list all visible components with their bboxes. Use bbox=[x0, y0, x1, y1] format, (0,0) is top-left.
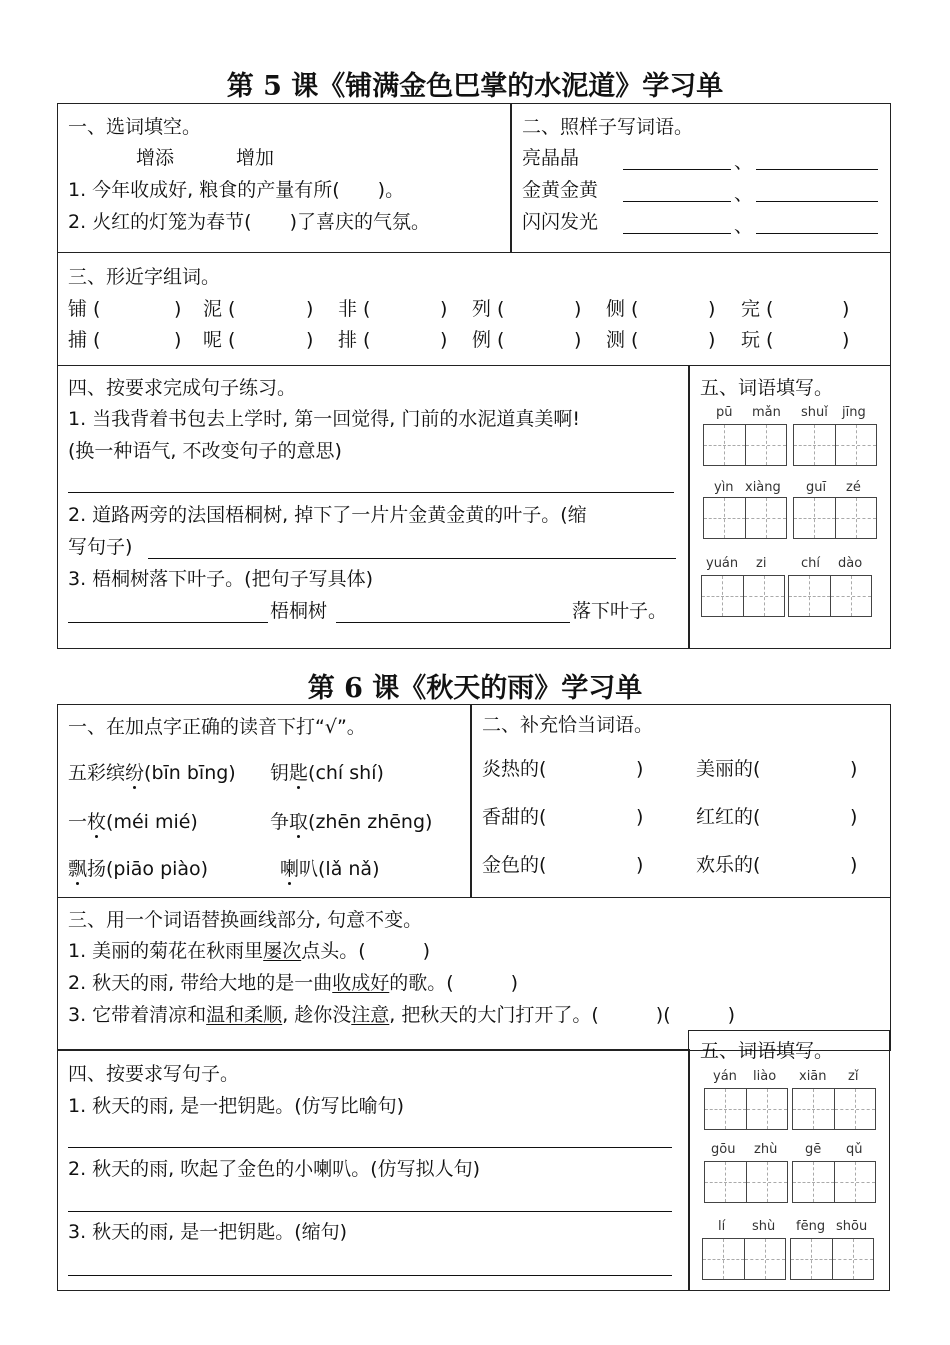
pinyin-label: shuǐ bbox=[801, 405, 828, 420]
lesson6-title: 第 6 课《秋天的雨》学习单 bbox=[307, 673, 643, 704]
pinyin-label: zé bbox=[846, 480, 861, 495]
tianzige-grid[interactable] bbox=[704, 1088, 788, 1130]
tianzige-grid[interactable] bbox=[788, 575, 872, 617]
word-item: 铺 ( bbox=[68, 298, 101, 320]
paren: ) bbox=[440, 329, 448, 351]
pinyin-label: mǎn bbox=[752, 405, 781, 420]
l5-s1-heading: 一、选词填空。 bbox=[68, 116, 202, 138]
l5-s4-q2b: 写句子) bbox=[68, 536, 133, 558]
pinyin-label: jīng bbox=[842, 405, 866, 420]
pinyin-label: zǐ bbox=[848, 1069, 859, 1084]
pinyin-label: xiàng bbox=[745, 480, 781, 495]
tianzige-grid[interactable] bbox=[793, 497, 877, 539]
pronunciation-item: 争取(zhēn zhēng) bbox=[270, 811, 433, 833]
word-item: 例 ( bbox=[472, 329, 505, 351]
l5-s1-word2: 增加 bbox=[236, 147, 275, 169]
answer-line[interactable] bbox=[68, 492, 674, 493]
l6-s3-q1: 1. 美丽的菊花在秋雨里屡次点头。( ) bbox=[68, 940, 431, 962]
paren: ) bbox=[636, 854, 644, 876]
answer-line[interactable] bbox=[68, 622, 268, 623]
pronunciation-item: 飘扬(piāo piào) bbox=[68, 858, 209, 880]
pinyin-label: shōu bbox=[836, 1219, 868, 1234]
l5-s2-heading: 二、照样子写词语。 bbox=[522, 116, 694, 138]
pinyin-label: pū bbox=[716, 405, 733, 420]
word-item: 呢 ( bbox=[203, 329, 236, 351]
separator: 、 bbox=[734, 151, 754, 173]
l6-s3-heading: 三、用一个词语替换画线部分, 句意不变。 bbox=[68, 909, 423, 931]
pinyin-label: qǔ bbox=[846, 1142, 863, 1157]
pronunciation-item: 一枚(méi mié) bbox=[68, 811, 198, 833]
paren: ) bbox=[636, 758, 644, 780]
l5-s4-q3-end: 落下叶子。 bbox=[572, 600, 668, 622]
lesson5-title: 第 5 课《铺满金色巴掌的水泥道》学习单 bbox=[226, 71, 724, 102]
l6-s5-heading: 五、词语填写。 bbox=[700, 1040, 834, 1062]
l5-s4-heading: 四、按要求完成句子练习。 bbox=[68, 377, 297, 399]
separator: 、 bbox=[734, 183, 754, 205]
word-item: 捕 ( bbox=[68, 329, 101, 351]
paren: ) bbox=[708, 298, 716, 320]
answer-line[interactable] bbox=[756, 169, 878, 170]
pronunciation-item: 钥匙(chí shí) bbox=[270, 762, 384, 784]
l6-s4-q3: 3. 秋天的雨, 是一把钥匙。(缩句) bbox=[68, 1221, 348, 1243]
answer-line[interactable] bbox=[68, 1275, 672, 1276]
paren: ) bbox=[174, 329, 182, 351]
pinyin-label: gē bbox=[805, 1142, 822, 1157]
answer-line[interactable] bbox=[68, 1147, 672, 1148]
l6-s4-q2: 2. 秋天的雨, 吹起了金色的小喇叭。(仿写拟人句) bbox=[68, 1158, 481, 1180]
pinyin-label: xiān bbox=[799, 1069, 827, 1084]
tianzige-grid[interactable] bbox=[703, 424, 787, 466]
answer-line[interactable] bbox=[623, 233, 731, 234]
word-item: 侧 ( bbox=[606, 298, 639, 320]
word-item: 测 ( bbox=[606, 329, 639, 351]
l5-s4-q1a: 1. 当我背着书包去上学时, 第一回觉得, 门前的水泥道真美啊! bbox=[68, 408, 580, 430]
fill-item: 香甜的( bbox=[482, 806, 547, 828]
word-item: 列 ( bbox=[472, 298, 505, 320]
pinyin-label: fēng bbox=[796, 1219, 826, 1234]
answer-line[interactable] bbox=[623, 169, 731, 170]
tianzige-grid[interactable] bbox=[790, 1238, 874, 1280]
pinyin-label: liào bbox=[753, 1069, 777, 1084]
fill-item: 金色的( bbox=[482, 854, 547, 876]
answer-line[interactable] bbox=[623, 201, 731, 202]
word-item: 非 ( bbox=[338, 298, 371, 320]
pinyin-label: chí bbox=[801, 556, 820, 571]
l5-s4-q3-mid: 梧桐树 bbox=[270, 600, 328, 622]
pinyin-label: yán bbox=[713, 1069, 737, 1084]
pinyin-label: dào bbox=[838, 556, 863, 571]
paren: ) bbox=[306, 329, 314, 351]
tianzige-grid[interactable] bbox=[704, 1161, 788, 1203]
l5-s2-example3: 闪闪发光 bbox=[522, 211, 599, 233]
l6-s1-heading: 一、在加点字正确的读音下打“√”。 bbox=[68, 716, 366, 738]
separator: 、 bbox=[734, 215, 754, 237]
l5-s2-example1: 亮晶晶 bbox=[522, 147, 580, 169]
paren: ) bbox=[574, 298, 582, 320]
l5-s4-q3: 3. 梧桐树落下叶子。(把句子写具体) bbox=[68, 568, 373, 590]
pinyin-label: yuán bbox=[706, 556, 739, 571]
paren: ) bbox=[174, 298, 182, 320]
paren: ) bbox=[850, 854, 858, 876]
word-item: 玩 ( bbox=[741, 329, 774, 351]
word-item: 泥 ( bbox=[203, 298, 236, 320]
fill-item: 欢乐的( bbox=[696, 854, 761, 876]
fill-item: 美丽的( bbox=[696, 758, 761, 780]
l5-s1-word1: 增添 bbox=[136, 147, 175, 169]
answer-line[interactable] bbox=[336, 622, 570, 623]
answer-line[interactable] bbox=[756, 233, 878, 234]
paren: ) bbox=[842, 329, 850, 351]
fill-item: 红红的( bbox=[696, 806, 761, 828]
pinyin-label: guī bbox=[806, 480, 827, 495]
l6-s2-heading: 二、补充恰当词语。 bbox=[482, 714, 654, 736]
l6-s3-q3: 3. 它带着清凉和温和柔顺, 趁你没注意, 把秋天的大门打开了。( )( ) bbox=[68, 1004, 736, 1026]
tianzige-grid[interactable] bbox=[701, 575, 785, 617]
tianzige-grid[interactable] bbox=[703, 497, 787, 539]
word-item: 排 ( bbox=[338, 329, 371, 351]
paren: ) bbox=[708, 329, 716, 351]
l5-s1-q1: 1. 今年收成好, 粮食的产量有所( )。 bbox=[68, 179, 405, 201]
word-item: 完 ( bbox=[741, 298, 774, 320]
pinyin-label: zhù bbox=[754, 1142, 778, 1157]
l5-s5-heading: 五、词语填写。 bbox=[700, 377, 834, 399]
pinyin-label: zi bbox=[756, 556, 767, 571]
pinyin-label: lí bbox=[718, 1219, 726, 1234]
paren: ) bbox=[636, 806, 644, 828]
answer-line[interactable] bbox=[756, 201, 878, 202]
tianzige-grid[interactable] bbox=[702, 1238, 786, 1280]
paren: ) bbox=[574, 329, 582, 351]
pinyin-label: shù bbox=[752, 1219, 776, 1234]
l5-s4-q2a: 2. 道路两旁的法国梧桐树, 掉下了一片片金黄金黄的叶子。(缩 bbox=[68, 504, 587, 526]
fill-item: 炎热的( bbox=[482, 758, 547, 780]
answer-line[interactable] bbox=[148, 558, 676, 559]
paren: ) bbox=[306, 298, 314, 320]
tianzige-grid[interactable] bbox=[792, 1088, 876, 1130]
pronunciation-item: 喇叭(lǎ nǎ) bbox=[280, 858, 380, 880]
l5-s1-q2: 2. 火红的灯笼为春节( )了喜庆的气氛。 bbox=[68, 211, 430, 233]
paren: ) bbox=[842, 298, 850, 320]
l5-s2-example2: 金黄金黄 bbox=[522, 179, 599, 201]
pronunciation-item: 五彩缤纷(bīn bīng) bbox=[68, 762, 236, 784]
l6-s3-q2: 2. 秋天的雨, 带给大地的是一曲收成好的歌。( ) bbox=[68, 972, 519, 994]
l5-s3-heading: 三、形近字组词。 bbox=[68, 266, 221, 288]
l5-s4-q1b: (换一种语气, 不改变句子的意思) bbox=[68, 440, 342, 462]
paren: ) bbox=[440, 298, 448, 320]
paren: ) bbox=[850, 758, 858, 780]
l6-s4-q1: 1. 秋天的雨, 是一把钥匙。(仿写比喻句) bbox=[68, 1095, 405, 1117]
pinyin-label: gōu bbox=[711, 1142, 736, 1157]
paren: ) bbox=[850, 806, 858, 828]
pinyin-label: yìn bbox=[714, 480, 734, 495]
tianzige-grid[interactable] bbox=[793, 424, 877, 466]
l6-s4-heading: 四、按要求写句子。 bbox=[68, 1063, 240, 1085]
answer-line[interactable] bbox=[68, 1211, 672, 1212]
tianzige-grid[interactable] bbox=[792, 1161, 876, 1203]
